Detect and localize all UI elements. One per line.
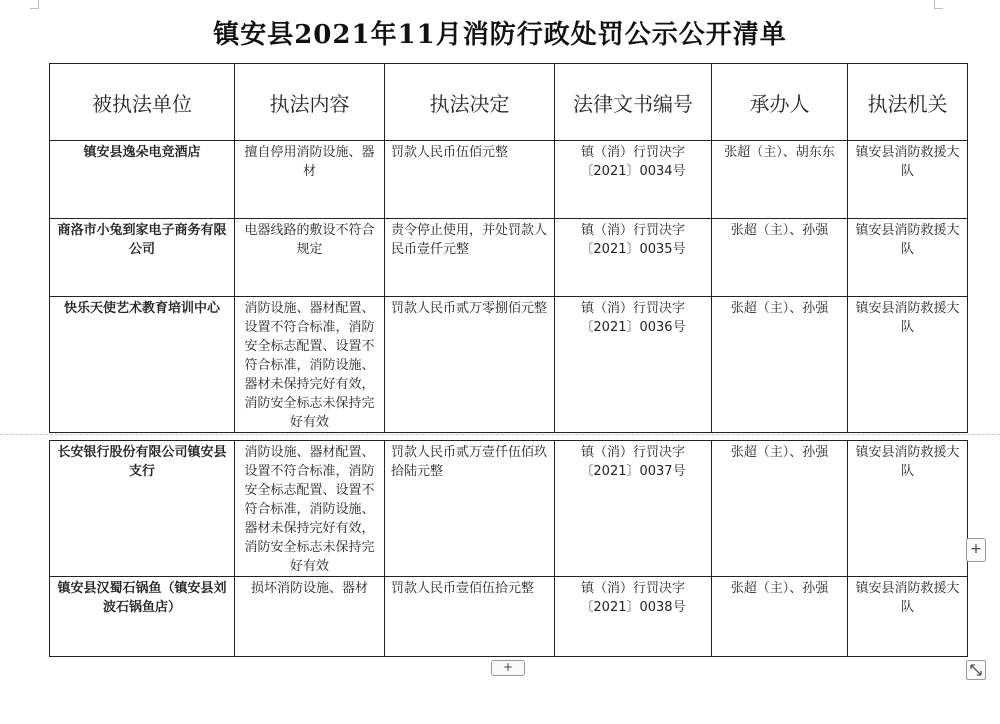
header-unit: 被执法单位 bbox=[50, 64, 235, 141]
table-row bbox=[50, 141, 968, 219]
page-corner-mark-right bbox=[934, 0, 943, 9]
cell-doc-number[interactable]: 镇（消）行罚决字〔2021〕0037号 bbox=[555, 441, 712, 577]
document-title: 镇安县2021年11月消防行政处罚公示公开清单 bbox=[213, 20, 787, 50]
cell-agency[interactable]: 镇安县消防救援大队 bbox=[848, 441, 968, 577]
page-break-divider bbox=[0, 434, 1000, 435]
cell-agency[interactable]: 镇安县消防救援大队 bbox=[848, 297, 968, 433]
header-content: 执法内容 bbox=[235, 64, 385, 141]
cell-agency[interactable]: 镇安县消防救援大队 bbox=[848, 141, 968, 219]
cell-doc-number[interactable]: 镇（消）行罚决字〔2021〕0036号 bbox=[555, 297, 712, 433]
add-column-button[interactable] bbox=[966, 538, 986, 562]
cell-decision[interactable]: 责令停止使用，并处罚款人民币壹仟元整 bbox=[385, 219, 555, 297]
table-row bbox=[50, 441, 968, 577]
cell-officer[interactable]: 张超（主）、孙强 bbox=[712, 577, 848, 657]
cell-unit[interactable]: 长安银行股份有限公司镇安县支行 bbox=[50, 441, 235, 577]
plus-icon: + bbox=[970, 541, 982, 557]
header-officer: 承办人 bbox=[712, 64, 848, 141]
cell-unit[interactable]: 商洛市小兔到家电子商务有限公司 bbox=[50, 219, 235, 297]
cell-content[interactable]: 电器线路的敷设不符合规定 bbox=[235, 219, 385, 297]
cell-officer[interactable]: 张超（主）、孙强 bbox=[712, 441, 848, 577]
cell-officer[interactable]: 张超（主）、孙强 bbox=[712, 219, 848, 297]
cell-doc-number[interactable]: 镇（消）行罚决字〔2021〕0038号 bbox=[555, 577, 712, 657]
table-row bbox=[50, 577, 968, 657]
cell-officer[interactable]: 张超（主）、孙强 bbox=[712, 297, 848, 433]
cell-content[interactable]: 损坏消防设施、器材 bbox=[235, 577, 385, 657]
cell-decision[interactable]: 罚款人民币贰万壹仟伍佰玖拾陆元整 bbox=[385, 441, 555, 577]
table-row bbox=[50, 219, 968, 297]
cell-decision[interactable]: 罚款人民币伍佰元整 bbox=[385, 141, 555, 219]
header-decision: 执法决定 bbox=[385, 64, 555, 141]
resize-icon bbox=[967, 661, 985, 679]
page-corner-mark-left bbox=[30, 0, 39, 9]
table-header-row bbox=[50, 64, 968, 141]
cell-unit[interactable]: 镇安县逸朵电竞酒店 bbox=[50, 141, 235, 219]
table-row bbox=[50, 297, 968, 433]
penalty-table-page-2 bbox=[49, 440, 968, 657]
cell-doc-number[interactable]: 镇（消）行罚决字〔2021〕0035号 bbox=[555, 219, 712, 297]
cell-decision[interactable]: 罚款人民币壹佰伍拾元整 bbox=[385, 577, 555, 657]
cell-officer[interactable]: 张超（主）、胡东东 bbox=[712, 141, 848, 219]
cell-agency[interactable]: 镇安县消防救援大队 bbox=[848, 219, 968, 297]
cell-doc-number[interactable]: 镇（消）行罚决字〔2021〕0034号 bbox=[555, 141, 712, 219]
add-row-button[interactable] bbox=[491, 660, 525, 676]
cell-unit[interactable]: 镇安县汉蜀石锅鱼（镇安县刘波石锅鱼店） bbox=[50, 577, 235, 657]
cell-content[interactable]: 消防设施、器材配置、设置不符合标准，消防安全标志配置、设置不符合标准，消防设施、器材未保持完好有效，消防安全标志未保持完好有效 bbox=[235, 441, 385, 577]
cell-content[interactable]: 消防设施、器材配置、设置不符合标准，消防安全标志配置、设置不符合标准，消防设施、器材未保持完好有效，消防安全标志未保持完好有效 bbox=[235, 297, 385, 433]
cell-agency[interactable]: 镇安县消防救援大队 bbox=[848, 577, 968, 657]
table-resize-handle[interactable] bbox=[966, 660, 986, 680]
header-doc-number: 法律文书编号 bbox=[555, 64, 712, 141]
cell-unit[interactable]: 快乐天使艺术教育培训中心 bbox=[50, 297, 235, 433]
plus-icon: + bbox=[502, 660, 514, 674]
penalty-table-page-1 bbox=[49, 63, 968, 433]
cell-content[interactable]: 擅自停用消防设施、器材 bbox=[235, 141, 385, 219]
header-agency: 执法机关 bbox=[848, 64, 968, 141]
cell-decision[interactable]: 罚款人民币贰万零捌佰元整 bbox=[385, 297, 555, 433]
